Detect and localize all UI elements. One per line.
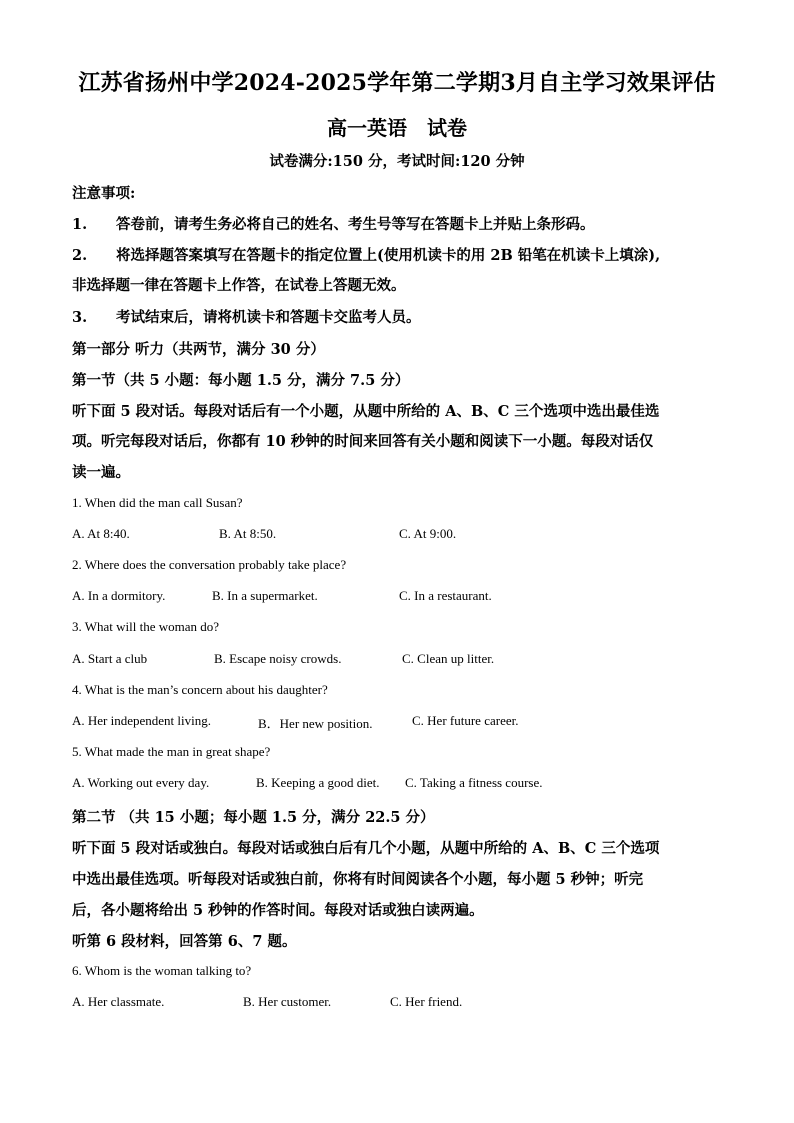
question-stem: 5. What made the man in great shape? bbox=[72, 744, 271, 759]
notice-item-1 bbox=[72, 213, 595, 234]
section2-instructions-line: 听下面 5 段对话或独白。每段对话或独白后有几个小题，从题中所给的 A、B、C 三个选项 bbox=[72, 840, 660, 857]
section2-heading: 第二节 （共 15 小题；每小题 1.5 分，满分 22.5 分） bbox=[72, 809, 435, 826]
notice-item-2 bbox=[72, 244, 660, 265]
listening-material-label: 听第 6 段材料，回答第 6、7 题。 bbox=[72, 933, 297, 950]
question-option: B. In a supermarket. bbox=[212, 588, 318, 603]
question-stem: 2. Where does the conversation probably take place? bbox=[72, 557, 347, 572]
exam-info: 试卷满分:150 分，考试时间:120 分钟 bbox=[269, 153, 525, 170]
question-option: B. Escape noisy crowds. bbox=[214, 651, 342, 666]
question-option: C. Her future career. bbox=[412, 713, 519, 728]
section2-instructions-line: 后，各小题将给出 5 秒钟的作答时间。每段对话或独白读两遍。 bbox=[72, 902, 484, 919]
section1-instructions-line: 听下面 5 段对话。每段对话后有一个小题，从题中所给的 A、B、C 三个选项中选出最佳选 bbox=[72, 403, 660, 420]
notice-heading: 注意事项: bbox=[72, 185, 136, 202]
notice-item-number: 2. bbox=[72, 247, 88, 264]
question-option: B. Keeping a good diet. bbox=[256, 775, 380, 790]
question-option: A. In a dormitory. bbox=[72, 588, 166, 603]
question-option: B．Her new position. bbox=[258, 716, 373, 731]
question-option: A. Her independent living. bbox=[72, 713, 211, 728]
notice-item-text: 考试结束后，请将机读卡和答题卡交监考人员。 bbox=[116, 309, 421, 326]
section1-instructions-line: 读一遍。 bbox=[72, 464, 130, 481]
question-stem: 3. What will the woman do? bbox=[72, 619, 220, 634]
question-option: C. In a restaurant. bbox=[399, 588, 492, 603]
question-option: B. Her customer. bbox=[243, 994, 332, 1009]
question-stem: 4. What is the man’s concern about his daughter? bbox=[72, 682, 328, 697]
question-option: C. At 9:00. bbox=[399, 526, 457, 541]
section2-instructions-line: 中选出最佳选项。听每段对话或独白前，你将有时间阅读各个小题，每小题 5 秒钟；听完 bbox=[72, 871, 644, 888]
question-option: C. Her friend. bbox=[390, 994, 463, 1009]
notice-item-text: 将选择题答案填写在答题卡的指定位置上(使用机读卡的用 2B 铅笔在机读卡上填涂), bbox=[116, 247, 661, 264]
question-option: A. Working out every day. bbox=[72, 775, 210, 790]
question-stem: 1. When did the man call Susan? bbox=[72, 495, 243, 510]
question-option: C. Clean up litter. bbox=[402, 651, 495, 666]
section1-instructions-line: 项。听完每段对话后，你都有 10 秒钟的时间来回答有关小题和阅读下一小题。每段对话仅 bbox=[72, 433, 654, 450]
question-option: A. Start a club bbox=[72, 651, 148, 666]
question-option: C. Taking a fitness course. bbox=[405, 775, 543, 790]
question-option: A. Her classmate. bbox=[72, 994, 165, 1009]
part1-heading: 第一部分 听力（共两节，满分 30 分） bbox=[72, 341, 325, 358]
notice-item-2-continued: 非选择题一律在答题卡上作答，在试卷上答题无效。 bbox=[72, 277, 406, 294]
section1-heading: 第一节（共 5 小题：每小题 1.5 分，满分 7.5 分） bbox=[72, 372, 410, 389]
notice-item-text: 答卷前，请考生务必将自己的姓名、考生号等写在答题卡上并贴上条形码。 bbox=[116, 216, 595, 233]
notice-item-3 bbox=[72, 306, 421, 327]
notice-item-number: 1. bbox=[72, 216, 88, 233]
question-option: A. At 8:40. bbox=[72, 526, 130, 541]
exam-title: 江苏省扬州中学2024-2025学年第二学期3月自主学习效果评估 bbox=[78, 70, 716, 96]
exam-subtitle: 高一英语 试卷 bbox=[327, 116, 467, 140]
notice-item-number: 3. bbox=[72, 309, 88, 326]
question-option: B. At 8:50. bbox=[219, 526, 277, 541]
question-stem: 6. Whom is the woman talking to? bbox=[72, 963, 252, 978]
